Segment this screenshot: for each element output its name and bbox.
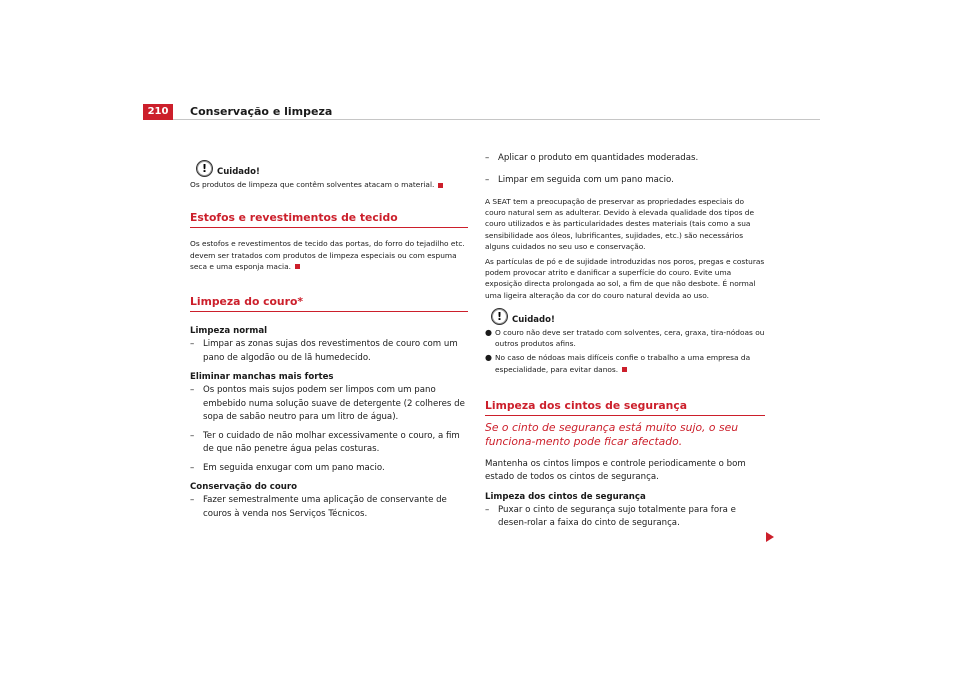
right-column [485,152,765,531]
header-divider [173,119,820,120]
list-item: ● O couro não deve ser tratado com solventes, cera, graxa, tira-nódoas ou outros produtos afins. [485,328,765,349]
caution-title: Cuidado! [217,167,260,177]
warning-exclamation-icon: ! [491,308,508,325]
caution-text: Os produtos de limpeza que contêm solventes atacam o material. [190,179,468,190]
subheading: Conservação do couro [190,482,298,493]
list-item: – Aplicar o produto em quantidades moderadas. [485,153,699,163]
left-column [190,160,468,521]
page-number: 210 [143,104,173,120]
section-heading: Estofos e revestimentos de tecido [190,211,468,228]
end-of-section-mark [622,367,627,372]
warning-exclamation-icon: ! [196,160,213,177]
list-item: – Fazer semestralmente uma aplicação de conservante de couros à venda nos Serviços Técnicos. [190,495,447,519]
caution-box [190,160,468,178]
section-subtitle: Se o cinto de segurança está muito sujo, o seu funciona-mento pode ficar afectado. [485,420,739,448]
paragraph: Mantenha os cintos limpos e controle periodicamente o bom estado de todos os cintos de segurança. [485,458,746,483]
subheading: Limpeza dos cintos de segurança [485,491,646,502]
end-of-section-mark [295,264,300,269]
subheading: Eliminar manchas mais fortes [190,372,334,383]
caution-box [485,308,765,326]
section-heading: Limpeza dos cintos de segurança [485,399,765,416]
list-item: – Os pontos mais sujos podem ser limpos com um pano embebido numa solução suave de detergente (2 colheres de sopa de sabão neutro para um litro de água). [190,385,465,423]
list-item: – Em seguida enxugar com um pano macio. [190,462,385,473]
end-of-section-mark [438,183,443,188]
list-item: ● No caso de nódoas mais difíceis confie o trabalho a uma empresa da especialidade, para evitar danos. [485,353,751,374]
caution-title: Cuidado! [512,314,555,325]
page-title: Conservação e limpeza [190,105,333,118]
list-item: – Puxar o cinto de segurança sujo totalmente para fora e desen-rolar a faixa do cinto de segurança. [485,504,736,529]
list-item: – Limpar as zonas sujas dos revestimentos de couro com um pano de algodão ou de lã humedecido. [190,339,458,363]
list-item: – Ter o cuidado de não molhar excessivamente o couro, a fim de que não penetre água pelas costuras. [190,430,460,455]
paragraph: As partículas de pó e de sujidade introduzidas nos poros, pregas e costuras podem provocar atrito e danificar a superfície do couro. Evite uma exposição directa prolongada ao sol, a fim de que não desbote. É normal uma ligeira alteração da cor do couro natural devida ao uso. [485,257,765,300]
section-text: Os estofos e revestimentos de tecido das portas, do forro do tejadilho etc. devem ser tratados com produtos de limpeza especiais ou com espuma seca e uma esponja macia. [190,239,465,271]
section-heading: Limpeza do couro* [190,295,468,312]
continue-arrow-icon [766,532,774,542]
paragraph: A SEAT tem a preocupação de preservar as propriedades especiais do couro natural sem as adulterar. Devido à elevada qualidade dos tipos de couro utilizados e às particularidades destes materiais (tais como a sua sensibilidade aos óleos, lubrificantes, sujidades, etc.) são necessários alguns cuidados no seu uso e conservação. [485,197,755,251]
subheading: Limpeza normal [190,326,268,337]
list-item: – Limpar em seguida com um pano macio. [485,174,674,185]
